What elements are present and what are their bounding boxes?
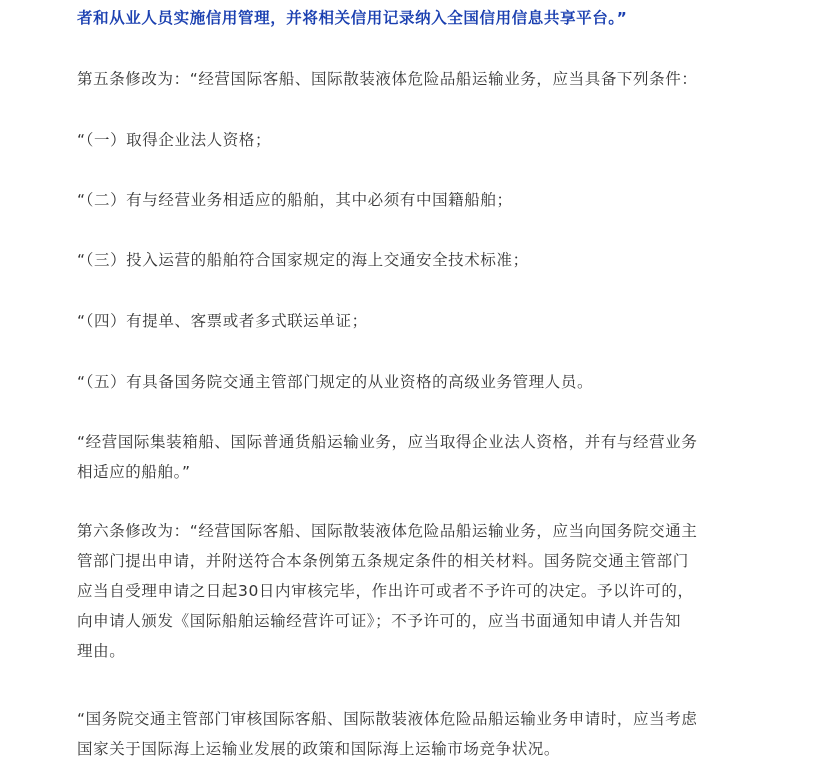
- text-line: 者和从业人员实施信用管理，并将相关信用记录纳入全国信用信息共享平台。”: [77, 9, 628, 27]
- text-line: “（二）有与经营业务相适应的船舶，其中必须有中国籍船舶；: [77, 191, 513, 209]
- paragraph-credit-platform: [77, 3, 767, 33]
- text-line: “经营国际集装箱船、国际普通货船运输业务，应当取得企业法人资格，并有与经营业务: [77, 433, 698, 451]
- paragraph-condition-4: [77, 306, 767, 336]
- paragraph-article-6: [77, 516, 767, 666]
- text-line: 管部门提出申请，并附送符合本条例第五条规定条件的相关材料。国务院交通主管部门: [77, 552, 689, 570]
- paragraph-condition-1: [77, 125, 767, 155]
- paragraph-container-ships: [77, 427, 767, 487]
- paragraph-condition-5: [77, 367, 767, 397]
- text-line: “（一）取得企业法人资格；: [77, 131, 272, 149]
- text-line: “国务院交通主管部门审核国际客船、国际散装液体危险品船运输业务申请时，应当考虑: [77, 710, 698, 728]
- paragraph-article-5: [77, 64, 767, 94]
- text-line: “（四）有提单、客票或者多式联运单证；: [77, 312, 368, 330]
- text-line: 向申请人颁发《国际船舶运输经营许可证》；不予许可的，应当书面通知申请人并告知: [77, 612, 682, 630]
- text-line: 国家关于国际海上运输业发展的政策和国际海上运输市场竞争状况。: [77, 740, 561, 758]
- paragraph-condition-3: [77, 245, 767, 275]
- text-line: “（五）有具备国务院交通主管部门规定的从业资格的高级业务管理人员。: [77, 373, 594, 391]
- text-line: “（三）投入运营的船舶符合国家规定的海上交通安全技术标准；: [77, 251, 529, 269]
- text-line: 相适应的船舶。”: [77, 463, 191, 481]
- text-line: 应当自受理申请之日起30日内审核完毕，作出许可或者不予许可的决定。予以许可的，: [77, 582, 694, 600]
- paragraph-condition-2: [77, 185, 767, 215]
- text-line: 理由。: [77, 642, 126, 660]
- paragraph-review-policy: [77, 704, 767, 764]
- text-line: 第五条修改为：“经营国际客船、国际散装液体危险品船运输业务，应当具备下列条件：: [77, 70, 698, 88]
- text-line: 第六条修改为：“经营国际客船、国际散装液体危险品船运输业务，应当向国务院交通主: [77, 522, 698, 540]
